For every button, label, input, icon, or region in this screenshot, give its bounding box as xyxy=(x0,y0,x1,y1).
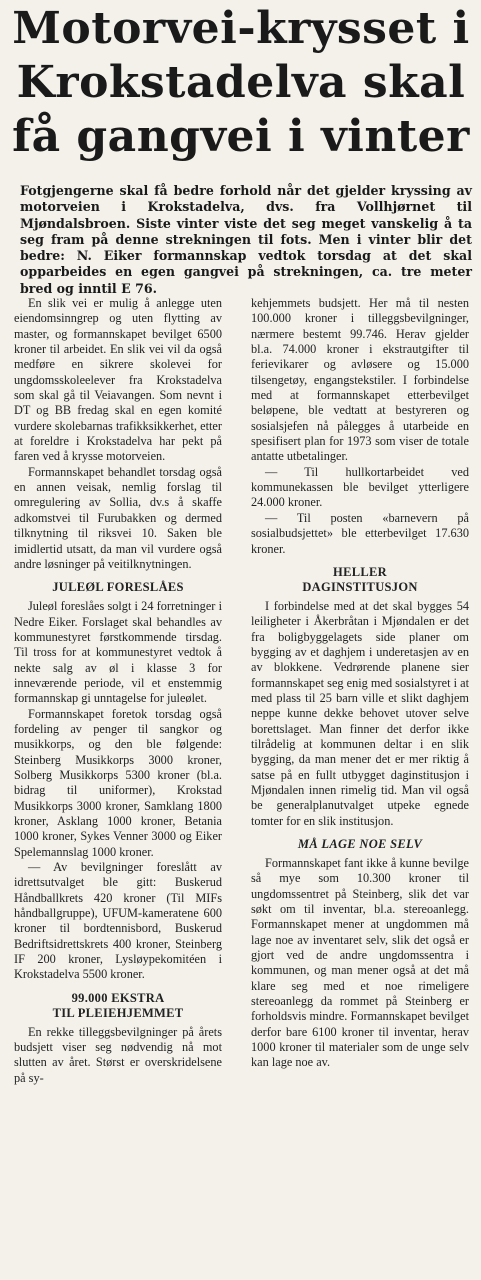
section-subheading: HELLER xyxy=(333,564,387,579)
article-paragraph: Juleøl foreslåes solgt i 24 forretninger i Nedre Eiker. Forslaget skal behandles av kommunestyret førstkommende tirsdag. Til tross for at kommunestyret vedtok å nekte salg av øl i klasse 3 for inneværende periode, vil et enstemmig formannskap gi unntagelse for juleølet. xyxy=(14,599,222,706)
lead-paragraph: Fotgjengerne skal få bedre forhold når det gjelder kryssing av motorveien i Krokstadelva, dvs. fra Vollhjørnet til Mjøndalsbroen. Siste vinter viste det seg meget vanskelig å ta seg fram på denne strekningen til fots. Men i vinter blir det bedre: N. Eiker formannskap vedtok torsdag at det skal opparbeides en egen gangvei på strekningen, ca. tre meter bred og inntil E 76. xyxy=(20,183,472,296)
section-subheading: TIL PLEIEHJEMMET xyxy=(52,1005,184,1020)
section-subheading: DAGINSTITUSJON xyxy=(302,579,418,594)
headline xyxy=(6,2,476,164)
article-paragraph: En rekke tilleggsbevilgninger på årets budsjett viser seg nødvendig nå mot slutten av året. Størst er overskridelsene på sy- xyxy=(14,1024,222,1085)
headline-line-3: få gangvei i vinter xyxy=(12,111,470,162)
section-subheading: JULEØL FORESLÅES xyxy=(52,580,184,595)
article-paragraph: kehjemmets budsjett. Her må til nesten 100.000 kroner i tilleggsbevilgninger, nærmere bestemt 99.746. Herav gjelder bl.a. 74.000 kroner i ekstrautgifter til ferievikarer og avløsere og 15.000 tilsengetøy, engangstekstiler. I forbindelse med at formannskapet etterbevilget beløpene, ble vedtatt at bestyreren og sosialsjefen nå pålegges å utarbeide en spesifisert plan for 1973 som viser de totale antatte utbetalinger. xyxy=(251,296,469,464)
article-column-right xyxy=(251,296,469,1071)
headline-line-1: Motorvei-krysset i xyxy=(12,3,470,54)
article-paragraph: — Av bevilgninger foreslått av idrettsutvalget ble gitt: Buskerud Håndballkrets 420 kroner (Til MIFs håndballgruppe), UFUM-kameratene 600 kroner til bordtennisbord, Buskerud Bedriftsidrettskrets 400 kroner, Steinberg IF 200 kroner, Lysløypekomitéen i Krokstadelva 5500 kroner. xyxy=(14,860,222,982)
article-paragraph: Formannskapet foretok torsdag også fordeling av penger til sangkor og musikkorps, og den ble følgende: Steinberg Musikkorps 3000 kroner, Solberg Musikkorps 5300 kroner (bl.a. bidrag til uniformer), Krokstad Musikkorps 3000 kroner, Samklang 1800 kroner, Asklang 1000 kroner, Betania 1000 kroner, Sykes Venner 3000 og Eiker Spelemannslag 1000 kroner. xyxy=(14,706,222,859)
article-paragraph: En slik vei er mulig å anlegge uten eiendomsinngrep og uten flytting av master, og formannskapet bevilget 6500 kroner til arbeidet. En slik vei vil da også medføre en sikrere skolevei for ungdomsskoleelever fra Krokstadelva som skal gå til Veiavangen. Som nevnt i DT og BB fredag skal en egen komité vurdere skolebarnas trafikksikkerhet, etter at foreldre i Krokstadelva har pekt på faren ved å krysse motorveien. xyxy=(14,296,222,464)
article-paragraph: Formannskapet behandlet torsdag også en annen veisak, nemlig forslag til omregulering av Sollia, dv.s å skaffe adkomstvei til Furubakken og dermed tilknytning til riksvei 10. Saken ble imidlertid utsatt, da man vil vurdere også andre løsninger på veitilknytningen. xyxy=(14,464,222,571)
article-column-left xyxy=(14,296,222,1086)
article-paragraph: I forbindelse med at det skal bygges 54 leiligheter i Åkerbråtan i Mjøndalen er det fra boligbyggelagets side planer om bygging av et daghjem i underetasjen av en av blokkene. Vedrørende planene sier formannskapet seg enig med sosialstyret i at med plass til 25 barn ville et slikt daghjem neppe kunne dekke behovet utover selve borettslaget. Man finner det derfor ikke tilrådelig at kommunen deltar i en slik bygging, da man mener det er mer riktig å satse på en fullt utbygget daginstitusjon i Mjøndalen innen rimelig tid. Man vil også be generalplanutvalget utpeke egnede tomter for en slik institusjon. xyxy=(251,598,469,828)
article-paragraph: — Til posten «barnevern på sosialbudsjettet» ble etterbevilget 17.630 kroner. xyxy=(251,510,469,556)
headline-line-2: Krokstadelva skal xyxy=(16,57,466,108)
section-subheading: MÅ LAGE NOE SELV xyxy=(297,837,423,851)
article-paragraph: — Til hullkortarbeidet ved kommunekassen ble bevilget ytterligere 24.000 kroner. xyxy=(251,464,469,510)
section-subheading: 99.000 EKSTRA xyxy=(71,990,165,1005)
article-paragraph: Formannskapet fant ikke å kunne bevilge så mye som 10.300 kroner til ungdomssentret på Steinberg, slik det var søkt om til inventar, bl.a. stereoanlegg. Formannskapet mener at ungdommen må lage noe av inventaret selv, slik det også er gjort ved de andre ungdomssentra i kommunen, og man mener også at det må klare seg med et noe rimeligere stereoanlegg da rommet på Steinberg er forholdsvis mindre. Formannskapet bevilget derfor bare 6100 kroner til inventar, herav 1000 kroner til materialer som de unge selv kan lage noe av. xyxy=(251,856,469,1070)
